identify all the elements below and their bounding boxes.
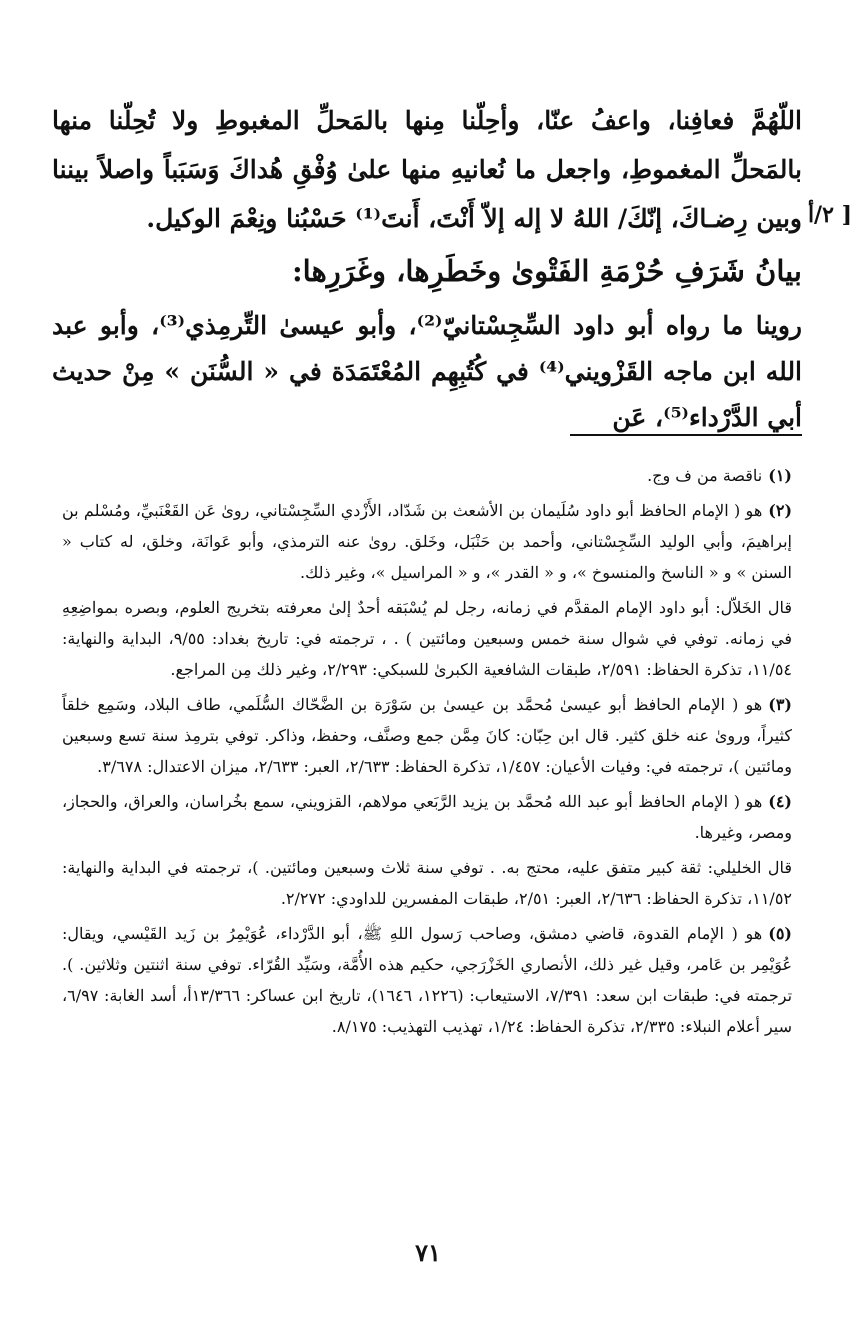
footnote-number: (٣) <box>768 695 792 714</box>
footnote-number: (٥) <box>768 924 792 943</box>
footnote-text: قال الخَلاّل: أبو داود الإمام المقدَّم في زمانه، رجل لم يُسْبَقه أحدٌ إلىٰ معرفته بتخريج العلوم، وبصره بمواضِعِهِ في زمانه. توفي في شوال سنة خمس وسبعين ومائتين ) . ، ترجمته في: تاريخ بغداد: ٩/٥٥، البداية والنهاية: ١١/٥٤، تذكرة الحفاظ: ٢/٥٩١، طبقات الشافعية الكبرىٰ للسبكي: ٢/٢٩٣، وغير ذلك مِن المراجع. <box>62 598 793 679</box>
opening-supplication: اللّهُمَّ فعافِنا، واعفُ عنّا، وأحِلّنا مِنها بالمَحلِّ المغبوطِ ولا تُحِلّنا منها بالمَحلِّ المغموطِ، واجعل ما نُعانيهِ منها علىٰ وُفْقِ هُداكَ وَسَبَباً واصلاً بيننا وبين رِضـاكَ، إنّكَ/ اللهُ لا إله إلاّ أَنْتَ، أَنتَ⁽¹⁾ حَسْبُنا ونِعْمَ الوكيل. <box>52 106 802 233</box>
footnote-text: هو ( الإمام الحافظ أبو عبد الله مُحمَّد بن يزيد الرَّبَعي مولاهم، القزويني، سمع بخُراسان، والعراق، والحجاز، ومصر، وغيرها. <box>62 792 792 842</box>
footnote-number: (١) <box>768 466 792 485</box>
footnote-text: هو ( الإمام الحافظ أبو عيسىٰ مُحمَّد بن عيسىٰ بن سَوْرَة بن الضَّحّاك السُّلَمي، طاف البلاد، وسَمِع خلقاً كثيراً، وروىٰ عنه خلق كثير. قال ابن حِبّان: كانَ مِمَّن جمع وصنَّف، وحفظ، وذاكر. توفي بترمِذ سنة تسع وسبعين ومائتين )، ترجمته في: وفيات الأعيان: ١/٤٥٧، تذكرة الحفاظ: ٢/٦٣٣، العبر: ٢/٦٣٣، ميزان الاعتدال: ٣/٦٧٨. <box>62 695 792 776</box>
footnote-text: ناقصة من ف وج. <box>647 466 763 485</box>
footnote-2 <box>62 495 792 588</box>
manuscript-folio-marker: ٢/أ ] <box>807 202 852 228</box>
footnote-4-continuation <box>62 852 792 914</box>
footnote-number: (٤) <box>768 792 792 811</box>
footnotes <box>62 460 792 1046</box>
footnote-number: (٢) <box>768 501 793 520</box>
footnote-text: هو ( الإمام الحافظ أبو داود سُلَيمان بن الأشعث بن شَدّاد، الأَزْدي السِّجِسْتاني، روىٰ عَن القَعْنَبيِّ، ومُسْلم بن إبراهيمَ، وأبي الوليد السِّجِسْتاني، وأحمد بن حَنْبَل، وخَلق. روىٰ عنه الترمذي، وأبو عَوانَة، وخلق، له كتاب « السنن » و « الناسخ والمنسوخ »، و « القدر »، و « المراسيل »، وغير ذلك. <box>62 501 792 582</box>
footnote-text: قال الخليلي: ثقة كبير متفق عليه، محتج به. . توفي سنة ثلاث وسبعين ومائتين. )، ترجمته في البداية والنهاية: ١١/٥٢، تذكرة الحفاظ: ٢/٦٣٦، العبر: ٢/٥١، طبقات المفسرين للداودي: ٢/٢٧٢. <box>62 858 793 908</box>
footnote-5 <box>62 918 792 1042</box>
section-heading: بيانُ شَرَفِ حُرْمَةِ الفَتْوىٰ وخَطَرِها، وغَرَرِها: <box>291 254 802 288</box>
footnote-1 <box>62 460 792 491</box>
footnote-4 <box>62 786 792 848</box>
main-text <box>52 96 802 441</box>
page-number: ٧١ <box>415 1238 441 1267</box>
footnote-3 <box>62 689 792 782</box>
footnote-2-continuation <box>62 592 792 685</box>
footnote-text: هو ( الإمام القدوة، قاضي دمشق، وصاحب رَسول اللهِ ﷺ، أبو الدَّرْداء، عُوَيْمِرُ بن زَيد القَيْسي، ويقال: عُوَيْمِر بن عَامر، وقيل غير ذلك، الأنصاري الخَزْرَجي، حكيم هذه الأُمَّة، وسَيِّد القُرّاء. توفي سنة اثنتين وثلاثين. ). ترجمته في: طبقات ابن سعد: ٧/٣٩١، الاستيعاب: (١٢٢٦، ١٦٤٦)، تاريخ ابن عساكر: ١٣/٣٦٦أ، أسد الغابة: ٦/٩٧، سير أعلام النبلاء: ٢/٣٣٥، تذكرة الحفاظ: ١/٢٤، تهذيب التهذيب: ٨/١٧٥. <box>62 924 793 1036</box>
narration-paragraph: روينا ما رواه أبو داود السِّجِسْتانيّ⁽²⁾، وأبو عيسىٰ التِّرمِذي⁽³⁾، وأبو عبد الله ابن ماجه القَزْويني⁽⁴⁾ في كُتُبِهِم المُعْتَمَدَة في « السُّنَن » مِنْ حديث أبي الدَّرْداء⁽⁵⁾، عَن <box>52 311 803 432</box>
footnote-divider <box>570 434 802 436</box>
